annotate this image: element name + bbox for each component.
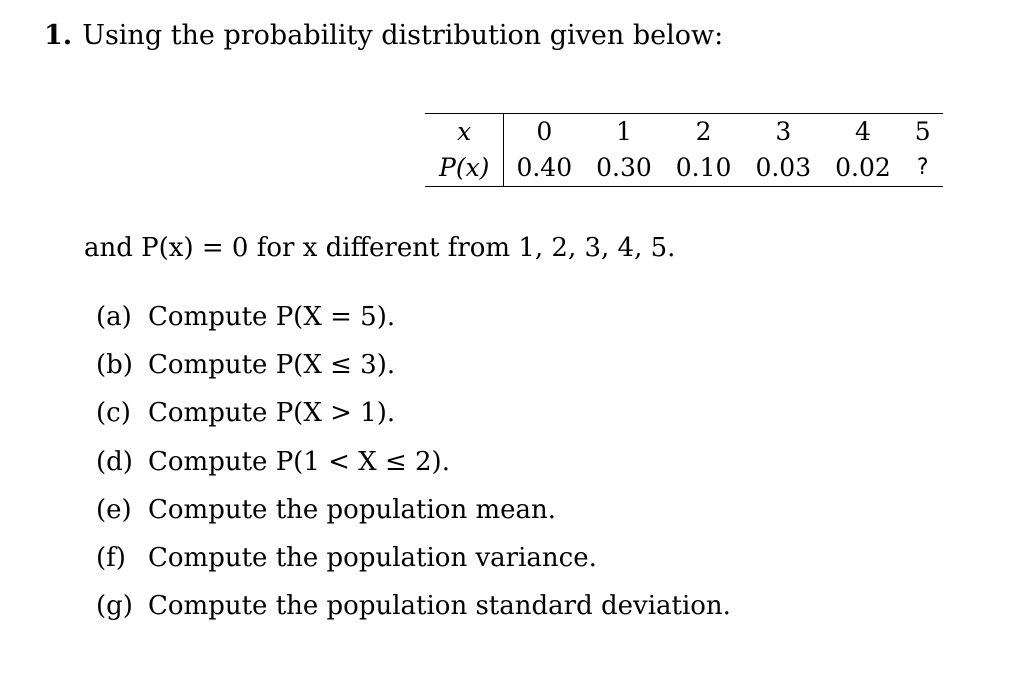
part-f <box>96 540 731 588</box>
part-text: Compute P(X = 5). <box>148 302 396 332</box>
part-a <box>96 299 731 347</box>
p-value-4: 0.02 <box>823 150 903 187</box>
x-header: x <box>425 114 504 151</box>
part-label: (b) <box>96 350 133 381</box>
x-value-4: 4 <box>823 114 903 151</box>
p-header: P(x) <box>425 150 504 187</box>
part-b <box>96 347 731 395</box>
part-c <box>96 395 731 443</box>
part-text: Compute P(X ≤ 3). <box>148 350 396 381</box>
p-value-0: 0.40 <box>504 150 584 187</box>
part-label: (c) <box>96 398 131 429</box>
part-text: Compute the population mean. <box>148 494 557 525</box>
problem-header <box>44 18 723 54</box>
p-value-5: ? <box>903 150 943 187</box>
x-value-5: 5 <box>903 114 943 151</box>
part-label: (a) <box>96 302 132 332</box>
x-value-0: 0 <box>504 114 584 151</box>
probability-distribution-table <box>425 113 943 187</box>
part-text: Compute P(1 < X ≤ 2). <box>148 446 450 477</box>
x-value-3: 3 <box>743 114 823 151</box>
p-row <box>425 150 943 187</box>
part-text: Compute the population standard deviation. <box>148 591 731 622</box>
x-value-2: 2 <box>664 114 744 151</box>
p-value-3: 0.03 <box>743 150 823 187</box>
p-value-2: 0.10 <box>664 150 744 187</box>
part-text: Compute P(X > 1). <box>148 398 396 429</box>
part-g <box>96 588 731 636</box>
x-value-1: 1 <box>584 114 664 151</box>
part-e <box>96 492 731 540</box>
part-text: Compute the population variance. <box>148 542 597 573</box>
parts-list <box>96 299 731 636</box>
problem-number: 1. <box>44 20 73 51</box>
condition-text: and P(x) = 0 for x different from 1, 2, 3, 4, 5. <box>84 233 676 263</box>
x-row <box>425 114 943 151</box>
p-value-1: 0.30 <box>584 150 664 187</box>
part-label: (d) <box>96 446 133 477</box>
part-d <box>96 444 731 492</box>
part-label: (e) <box>96 494 132 525</box>
problem-intro: Using the probability distribution given below: <box>82 20 724 51</box>
part-label: (g) <box>96 591 133 622</box>
part-label: (f) <box>96 542 126 573</box>
